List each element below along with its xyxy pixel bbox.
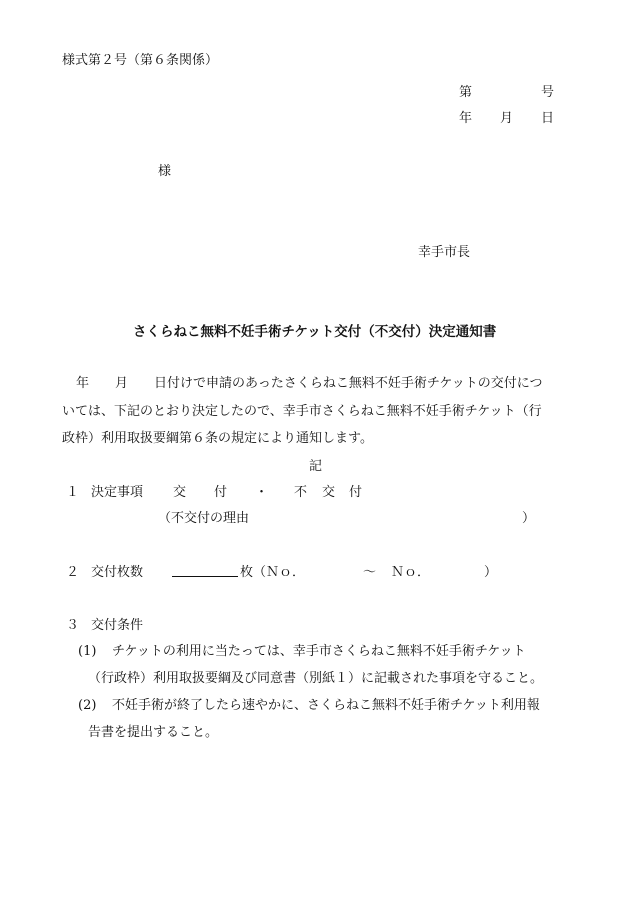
mai-no-label: 枚（Ｎｏ． [240, 565, 306, 580]
condition2-line: 不妊手術が終了したら速やかに、さくらねこ無料不妊手術チケット利用報 [112, 698, 540, 713]
body-line: 政枠）利用取扱要綱第６条の規定により通知します。 [62, 431, 373, 446]
document-number-go: 号 [541, 85, 555, 100]
tilde: ～ [363, 565, 377, 580]
item1-label: 決定事項 [91, 485, 144, 500]
condition1-number: (1) [78, 644, 97, 659]
item2-label: 交付枚数 [91, 565, 144, 580]
sender: 幸手市長 [418, 245, 471, 260]
fukofu-char: 付 [349, 485, 363, 500]
addressee-sama: 様 [158, 164, 172, 179]
condition2-number: (2) [78, 698, 97, 713]
body-line: 年 月 日付けで申請のあったさくらねこ無料不妊手術チケットの交付につ [76, 376, 543, 391]
date-day: 日 [541, 111, 555, 126]
no-label: Ｎｏ． [391, 565, 431, 580]
kofu-char: 付 [214, 485, 228, 500]
form-label: 様式第２号（第６条関係） [62, 53, 219, 68]
body-line: いては、下記のとおり決定したので、幸手市さくらねこ無料不妊手術チケット（行 [62, 404, 542, 419]
quantity-blank-line [172, 566, 240, 579]
fukofu-char: 交 [322, 485, 336, 500]
kofu-char: 交 [173, 485, 187, 500]
date-month: 月 [500, 111, 514, 126]
item1-number: １ [66, 485, 80, 500]
condition2-line: 告書を提出すること。 [88, 725, 219, 740]
condition1-line: （行政枠）利用取扱要綱及び同意書（別紙１）に記載された事項を守ること。 [88, 671, 544, 686]
document-number-dai: 第 [459, 85, 473, 100]
item2-close: ） [484, 565, 498, 580]
reason-close: ） [522, 511, 536, 526]
separator-dot: ・ [255, 485, 269, 500]
ki-heading: 記 [309, 459, 323, 474]
item3-label: 交付条件 [91, 618, 144, 633]
item2-number: ２ [66, 565, 80, 580]
fukofu-char: 不 [294, 485, 308, 500]
item3-number: ３ [66, 618, 80, 633]
date-year: 年 [459, 111, 473, 126]
reason-open: （不交付の理由 [158, 511, 250, 526]
condition1-line: チケットの利用に当たっては、幸手市さくらねこ無料不妊手術チケット [112, 644, 526, 659]
document-title: さくらねこ無料不妊手術チケット交付（不交付）決定通知書 [133, 324, 497, 340]
